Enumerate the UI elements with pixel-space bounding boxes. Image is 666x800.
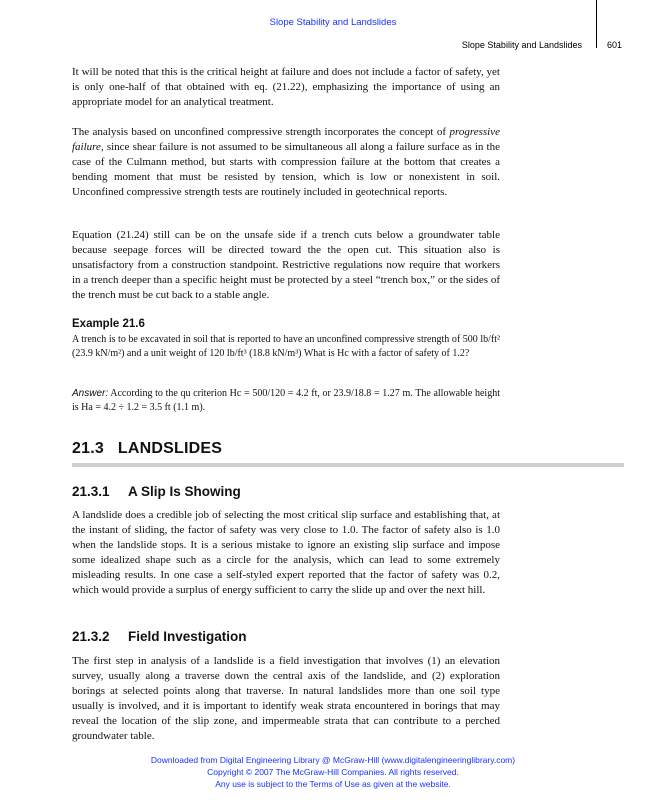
example-answer [72, 387, 500, 415]
section-heading [72, 440, 222, 458]
footer-download-link[interactable]: Downloaded from Digital Engineering Library @ McGraw-Hill (www.digitalengineeringlibrary.com) [150, 755, 516, 765]
paragraph-text: The analysis based on unconfined compressive strength incorporates the concept of [72, 126, 450, 138]
section-title: LANDSLIDES [117, 440, 223, 457]
subsection-title: A Slip Is Showing [128, 484, 241, 499]
emphasis-progressive-failure: progressive failure [72, 126, 500, 153]
subsection-title: Field Investigation [128, 629, 247, 644]
paragraph-text: , since shear failure is not assumed to be simultaneous all along a failure surface as in the case of the Culmann method, but starts with compression failure at the bottom that creates a bending moment that must be resisted by tension, which is low or nonexistent in soil. Unconfined compressive strength tests are routinely included in geotechnical reports. [72, 140, 500, 198]
paragraph-groundwater: Equation (21.24) still can be on the unsafe side if a trench cuts below a groundwater table because seepage forces will be directed toward the the open cut. This situation also is unsatisfactory from a construction standpoint. Restrictive regulations now require that workers in a trench deeper than a specific height must be protected by a steel “trench box,” or the sides of the trench must be cut back to a stable angle. [72, 229, 500, 301]
answer-text: According to the qu criterion Hc = 500/120 = 4.2 ft, or 23.9/18.8 = 1.27 m. The allowable height is Ha = 4.2 ÷ 1.2 = 3.5 ft (1.1 m). [72, 388, 500, 413]
subsection-heading-slip [72, 484, 241, 499]
footer-terms-link[interactable]: Any use is subject to the Terms of Use as given at the website. [215, 779, 451, 789]
paragraph-critical-height: It will be noted that this is the critical height at failure and does not include a factor of safety, yet is only one-half of that obtained with eq. (21.22), emphasizing the importance of using an appropriate model for an analytical treatment. [72, 66, 500, 108]
header-divider [596, 0, 597, 48]
footer-copyright: Copyright © 2007 The McGraw-Hill Companies. All rights reserved. [207, 767, 459, 777]
subsection-number: 21.3.1 [72, 484, 110, 499]
section-number: 21.3 [72, 440, 104, 457]
paragraph-progressive-failure [72, 125, 500, 200]
paragraph-field-investigation: The first step in analysis of a landslide is a field investigation that involves (1) an elevation survey, usually along a traverse down the central axis of the landslide, and (2) exploration borings at selected points along that traverse. In natural landslides more than one soil type usually is involved, and it is important to identify weak strata encountered in borings that may reveal the location of the slip zone, and impermeable strata that can contribute to a perched groundwater table. [72, 655, 500, 742]
top-chapter-link[interactable]: Slope Stability and Landslides [269, 17, 397, 28]
answer-label: Answer: [72, 388, 109, 399]
paragraph-slip-surface: A landslide does a credible job of selecting the most critical slip surface and establishing that, at the instant of sliding, the factor of safety was very close to 1.0. The factor of safety also is 1.0 when the landslide stops. It is a serious mistake to ignore an existing slip surface and impose some idealized shape such as a circle for the analysis, which can lead to some extremely misleading results. In one case a self-styled expert reported that the factor of safety was 0.2, which would provide a surplus of energy sufficient to carry the slide up and over the next hill. [72, 509, 500, 596]
section-underline [72, 463, 624, 467]
running-header-title: Slope Stability and Landslides [461, 40, 582, 50]
subsection-heading-field [72, 629, 247, 644]
page-number: 601 [607, 40, 623, 50]
example-title: Example 21.6 [72, 318, 145, 330]
example-problem: A trench is to be excavated in soil that is reported to have an unconfined compressive strength of 500 lb/ft² (23.9 kN/m²) and a unit weight of 120 lb/ft³ (18.8 kN/m³) What is Hc with a factor of safety of 1.2? [72, 334, 500, 359]
subsection-number: 21.3.2 [72, 629, 110, 644]
